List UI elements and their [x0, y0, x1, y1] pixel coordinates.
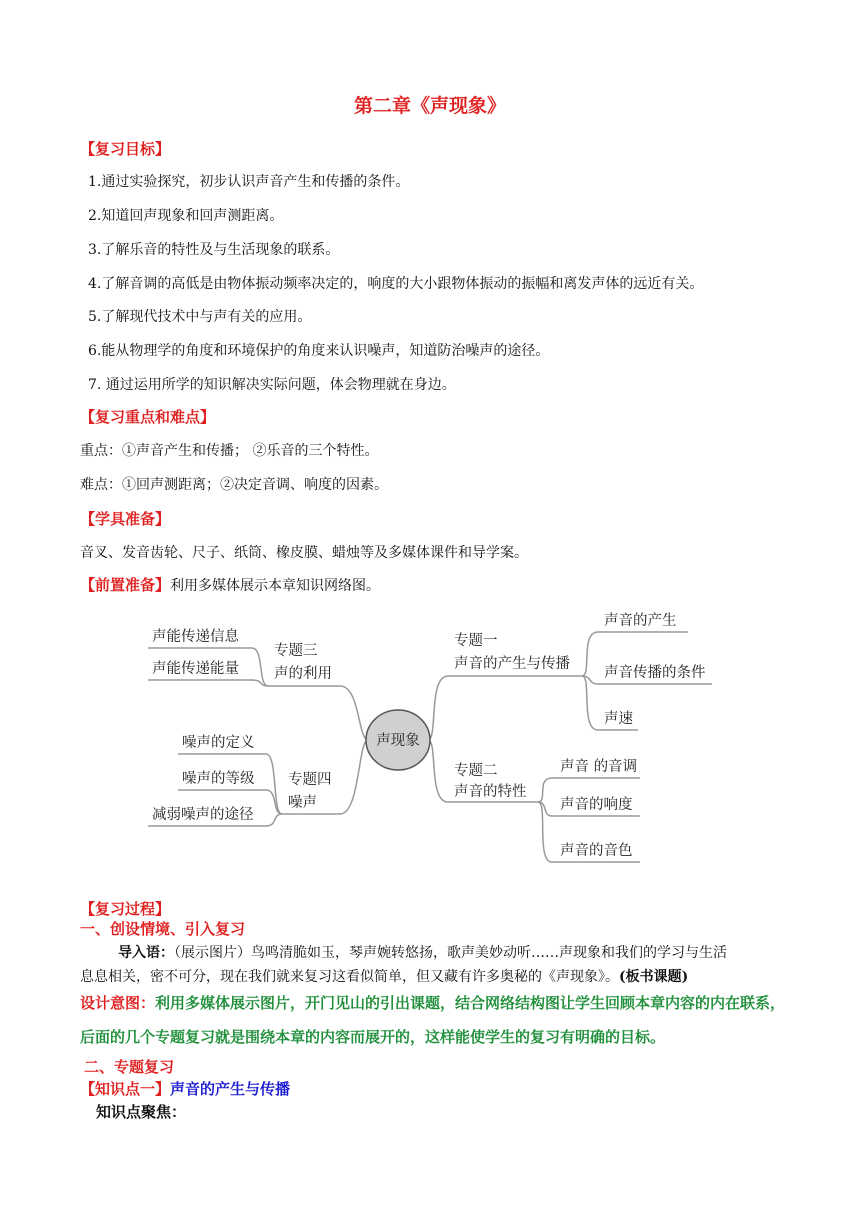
section1-title: 一、创设情境、引入复习: [80, 920, 246, 938]
topic4-line2: 噪声: [288, 795, 317, 811]
key-points-header: 【复习重点和难点】: [80, 408, 216, 426]
topic2-line2: 声音的特性: [454, 784, 527, 800]
kp1-bracket: 【知识点一】: [80, 1080, 171, 1098]
topic2-item: 声音的响度: [560, 797, 633, 813]
goal-item: 4.了解音调的高低是由物体振动频率决定的，响度的大小跟物体振动的振幅和离发声体的远近有关。: [88, 276, 704, 292]
goal-item: 1.通过实验探究，初步认识声音产生和传播的条件。: [88, 174, 410, 190]
section2-title: 二、专题复习: [84, 1058, 175, 1076]
topic3-item: 声能传递信息: [152, 629, 239, 645]
intro-line1: [118, 942, 727, 962]
intro-board: (板书课题): [619, 969, 689, 985]
tools-text: 音叉、发音齿轮、尺子、纸筒、橡皮膜、蜡烛等及多媒体课件和导学案。: [80, 545, 528, 561]
topic4-line1: 专题四: [288, 772, 332, 788]
difficult-points: 难点：①回声测距离；②决定音调、响度的因素。: [80, 477, 388, 493]
branch-line: [428, 740, 448, 802]
topic1-item: 声音传播的条件: [604, 665, 706, 681]
goals-header: 【复习目标】: [80, 140, 171, 158]
goal-item: 2.知道回声现象和回声测距离。: [88, 208, 284, 224]
design-text1: 利用多媒体展示图片，开门见山的引出课题，结合网络结构图让学生回顾本章内容的内在联系，: [155, 994, 786, 1012]
branch-line: [428, 676, 448, 740]
topic4-item: 噪声的定义: [182, 735, 255, 751]
topic3-line2: 声的利用: [274, 666, 332, 682]
topic4-item: 减弱噪声的途径: [152, 807, 254, 823]
intro-line2: [80, 966, 688, 986]
kp1-title: 声音的产生与传播: [170, 1080, 291, 1098]
goal-item: 7. 通过运用所学的知识解决实际问题，体会物理就在身边。: [88, 377, 456, 393]
prep-line: [80, 574, 380, 595]
design-line2: 后面的几个专题复习就是围绕本章的内容而展开的，这样能使学生的复习有明确的目标。: [80, 1028, 666, 1046]
page-title: 第二章《声现象》: [353, 95, 506, 117]
focus-label: 知识点聚焦：: [96, 1103, 187, 1121]
topic3-line1: 专题三: [274, 643, 318, 659]
center-label: 声现象: [376, 733, 420, 749]
topic3-item: 声能传递能量: [152, 661, 239, 677]
topic1-line1: 专题一: [454, 633, 498, 649]
topic2-line1: 专题二: [454, 763, 498, 779]
topic1-line2: 声音的产生与传播: [454, 656, 570, 672]
key-points: 重点：①声音产生和传播； ②乐音的三个特性。: [80, 443, 379, 459]
goal-item: 3.了解乐音的特性及与生活现象的联系。: [88, 242, 340, 258]
sub-branch: [148, 680, 268, 686]
topic2-item: 声音 的音调: [560, 759, 638, 775]
prep-text: 利用多媒体展示本章知识网络图。: [170, 578, 381, 594]
topic2-item: 声音的音色: [560, 843, 633, 859]
topic4-item: 噪声的等级: [182, 771, 255, 787]
intro-label: 导入语：: [118, 945, 174, 961]
process-header: 【复习过程】: [80, 900, 171, 918]
design-label: 设计意图：: [80, 994, 156, 1012]
prep-header: 【前置准备】: [80, 576, 171, 594]
intro-text1: （展示图片）鸟鸣清脆如玉，琴声婉转悠扬，歌声美妙动听……声现象和我们的学习与生活: [174, 945, 727, 961]
topic1-item: 声速: [604, 711, 633, 727]
design-line1: [80, 992, 785, 1013]
branch-line: [340, 686, 368, 740]
intro-text2: 息息相关，密不可分，现在我们就来复习这看似简单，但又藏有许多奥秘的《声现象》。: [80, 969, 619, 985]
kp1-line: [80, 1078, 290, 1099]
branch-line: [340, 740, 368, 814]
topic1-item: 声音的产生: [604, 613, 677, 629]
goal-item: 6.能从物理学的角度和环境保护的角度来认识噪声，知道防治噪声的途径。: [88, 343, 550, 359]
tools-header: 【学具准备】: [80, 510, 171, 528]
knowledge-mindmap: [140, 600, 720, 875]
goal-item: 5.了解现代技术中与声有关的应用。: [88, 309, 312, 325]
